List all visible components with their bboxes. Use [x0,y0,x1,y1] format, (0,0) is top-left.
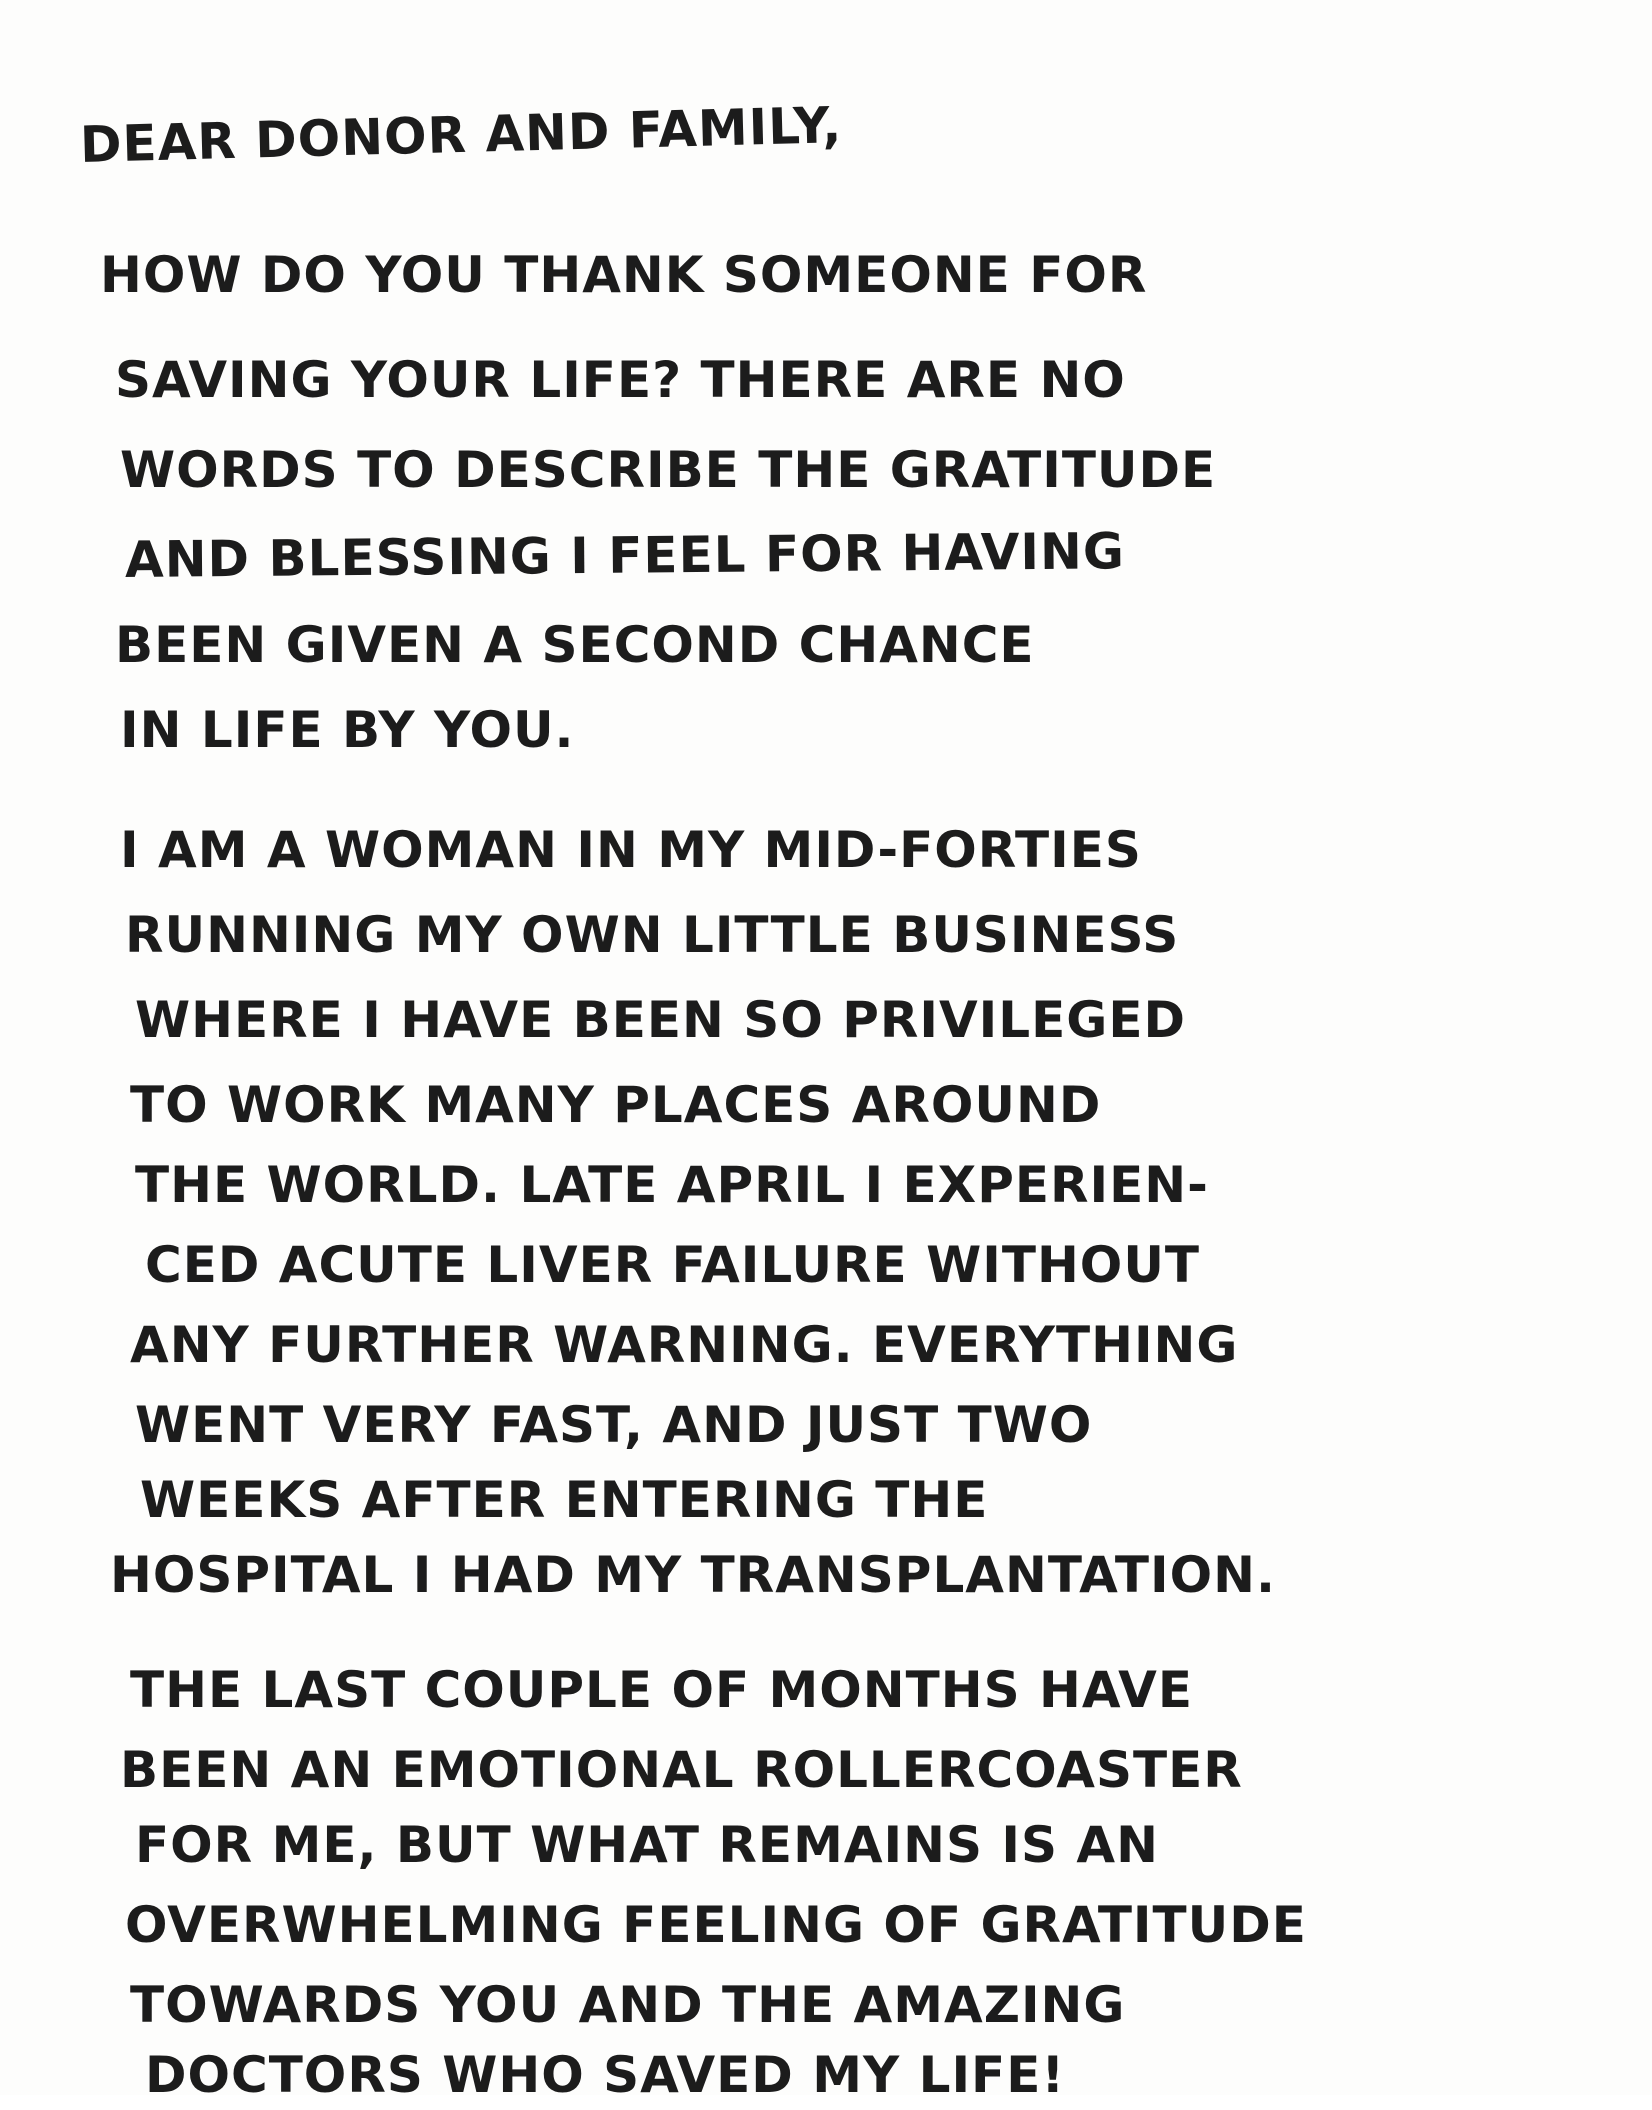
paragraph-3-line: DOCTORS WHO SAVED MY LIFE! [145,2046,1066,2104]
paragraph-3-line: BEEN AN EMOTIONAL ROLLERCOASTER [120,1741,1243,1799]
paragraph-2-line: I AM A WOMAN IN MY MID-FORTIES [120,821,1142,879]
paragraph-3-line: FOR ME, BUT WHAT REMAINS IS AN [135,1816,1159,1874]
paragraph-3-line: TOWARDS YOU AND THE AMAZING [130,1976,1126,2034]
paragraph-2-line: CED ACUTE LIVER FAILURE WITHOUT [145,1236,1201,1294]
paragraph-2-line: ANY FURTHER WARNING. EVERYTHING [130,1316,1239,1374]
paragraph-1-line: IN LIFE BY YOU. [120,701,575,759]
paragraph-3-line: OVERWHELMING FEELING OF GRATITUDE [125,1896,1307,1954]
paragraph-2-line: WHERE I HAVE BEEN SO PRIVILEGED [135,991,1186,1049]
paragraph-1-line: HOW DO YOU THANK SOMEONE FOR [100,246,1148,304]
paragraph-2-line: TO WORK MANY PLACES AROUND [130,1076,1102,1134]
paragraph-1-line: AND BLESSING I FEEL FOR HAVING [124,522,1126,589]
paragraph-3-line: THE LAST COUPLE OF MONTHS HAVE [130,1661,1194,1719]
paragraph-2-line: HOSPITAL I HAD MY TRANSPLANTATION. [110,1546,1276,1604]
paragraph-1-line: BEEN GIVEN A SECOND CHANCE [115,616,1035,674]
paragraph-1-line: WORDS TO DESCRIBE THE GRATITUDE [120,441,1217,499]
paragraph-1-line: SAVING YOUR LIFE? THERE ARE NO [115,351,1126,409]
paragraph-2-line: RUNNING MY OWN LITTLE BUSINESS [125,906,1180,964]
paragraph-2-line: WENT VERY FAST, AND JUST TWO [135,1396,1093,1454]
paragraph-2-line: WEEKS AFTER ENTERING THE [140,1471,989,1529]
paragraph-2-line: THE WORLD. LATE APRIL I EXPERIEN- [135,1156,1209,1214]
salutation: DEAR DONOR AND FAMILY, [79,96,843,174]
